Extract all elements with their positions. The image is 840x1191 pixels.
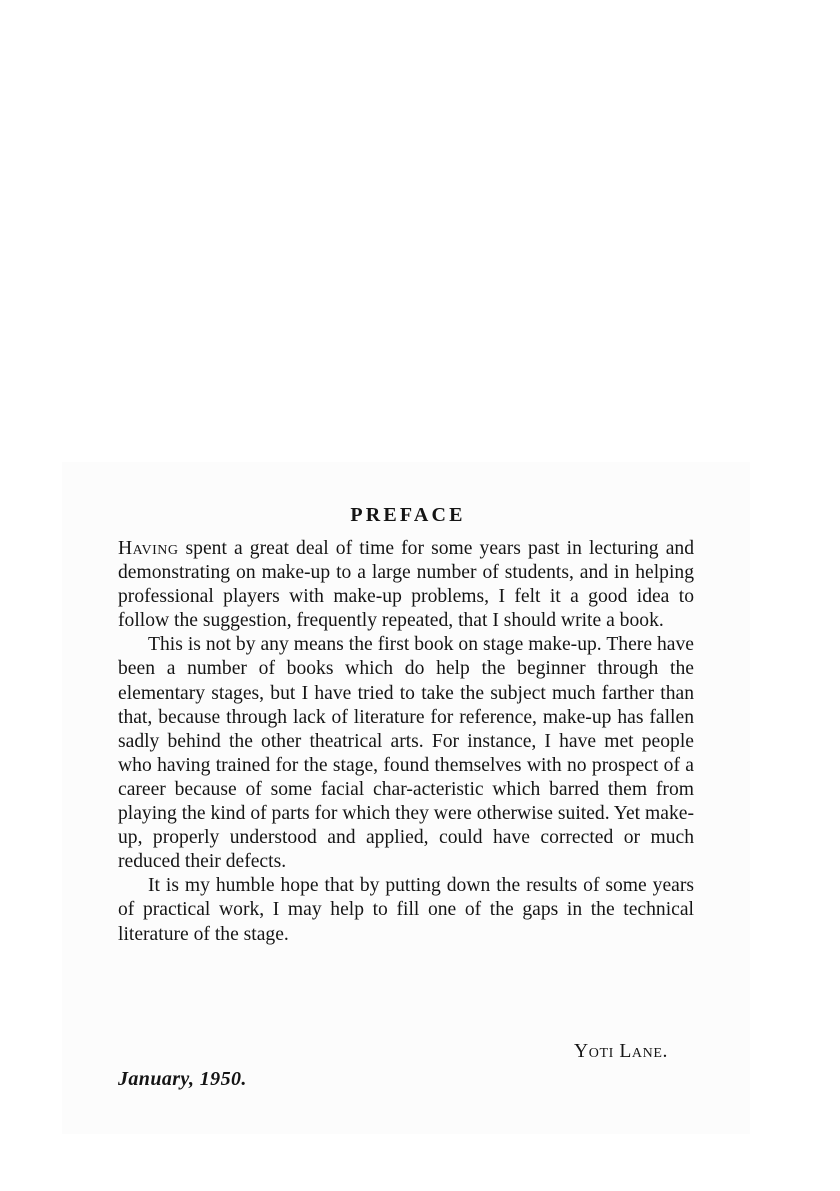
paragraph-1 [118, 537, 694, 633]
page-title: PREFACE [350, 504, 466, 527]
paragraph-2: This is not by any means the first book on stage make-up. There have been a number of books which do help the beginner through the elementary stages, but I have tried to take the subject much farther than that, because through lack of literature for reference, make-up has fallen sadly behind the other theatrical arts. For instance, I have met people who having trained for the stage, found themselves with no prospect of a career because of some facial char-acteristic which barred them from playing the kind of parts for which they were otherwise suited. Yet make-up, properly understood and applied, could have corrected or much reduced their defects. [118, 634, 694, 873]
paragraph-3: It is my humble hope that by putting down the results of some years of practical work, I may help to fill one of the gaps in the technical literature of the stage. [118, 875, 694, 945]
preface-date: January, 1950. [118, 1068, 247, 1090]
preface-body [118, 537, 694, 947]
paragraph-1-lead: Having [118, 538, 179, 559]
author-signature: Yoti Lane. [573, 1041, 668, 1062]
paragraph-1-text: spent a great deal of time for some years past in lecturing and demonstrating on make-up to a large number of students, and in helping professional players with make-up problems, I felt it a good idea to follow the suggestion, frequently repeated, that I should write a book. [118, 538, 694, 632]
